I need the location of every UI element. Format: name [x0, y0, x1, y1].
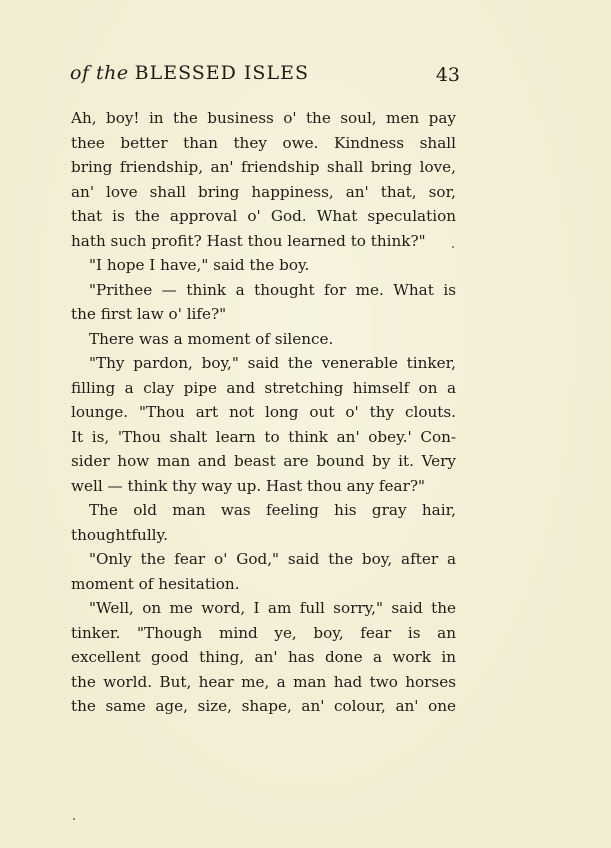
text-line: There was a moment of silence.: [89, 329, 334, 348]
page-number: 43: [435, 64, 460, 86]
text-line: lounge. "Thou art not long out o' thy clouts.: [71, 403, 456, 421]
body-text: [71, 106, 456, 719]
text-line: "Only the fear o' God," said the boy, after a: [89, 550, 456, 568]
text-line: Ah, boy! in the business o' the soul, men pay: [71, 109, 456, 127]
text-line: "Prithee — think a thought for me. What is: [89, 280, 456, 299]
running-title-prefix: of the: [70, 62, 129, 84]
text-line: bring friendship, an' friendship shall bring love,: [71, 158, 456, 176]
text-line: It is, 'Thou shalt learn to think an' obey.' Con-: [71, 427, 456, 446]
text-line: "Well, on me word, I am full sorry," said the: [89, 599, 456, 617]
text-line: moment of hesitation.: [71, 574, 240, 593]
text-line: sider how man and beast are bound by it. Very: [71, 452, 456, 470]
text-line: excellent good thing, an' has done a work in: [71, 648, 456, 666]
text-line: filling a clay pipe and stretching himself on a: [71, 378, 456, 397]
text-line: thee better than they owe. Kindness shall: [71, 133, 456, 152]
text-line: "Thy pardon, boy," said the venerable tinker,: [89, 354, 456, 372]
text-line: "I hope I have," said the boy.: [89, 256, 310, 274]
running-header: [70, 62, 460, 96]
running-title-main: BLESSED ISLES: [134, 62, 309, 84]
text-line: that is the approval o' God. What speculation: [71, 207, 456, 225]
text-line: tinker. "Though mind ye, boy, fear is an: [71, 623, 456, 642]
paper-speck: [73, 818, 75, 820]
text-line: The old man was feeling his gray hair,: [89, 501, 456, 519]
text-line: the world. But, hear me, a man had two horses: [71, 672, 456, 691]
text-line: well — think thy way up. Hast thou any fear?": [71, 476, 425, 495]
text-line: hath such profit? Hast thou learned to think?": [71, 231, 426, 250]
running-title: [70, 62, 309, 84]
text-line: an' love shall bring happiness, an' that, sor,: [71, 182, 456, 201]
text-line: thoughtfully.: [71, 525, 168, 544]
paper-speck: [452, 246, 454, 248]
text-line: the first law o' life?": [71, 305, 227, 323]
text-line: the same age, size, shape, an' colour, an' one: [71, 697, 456, 715]
